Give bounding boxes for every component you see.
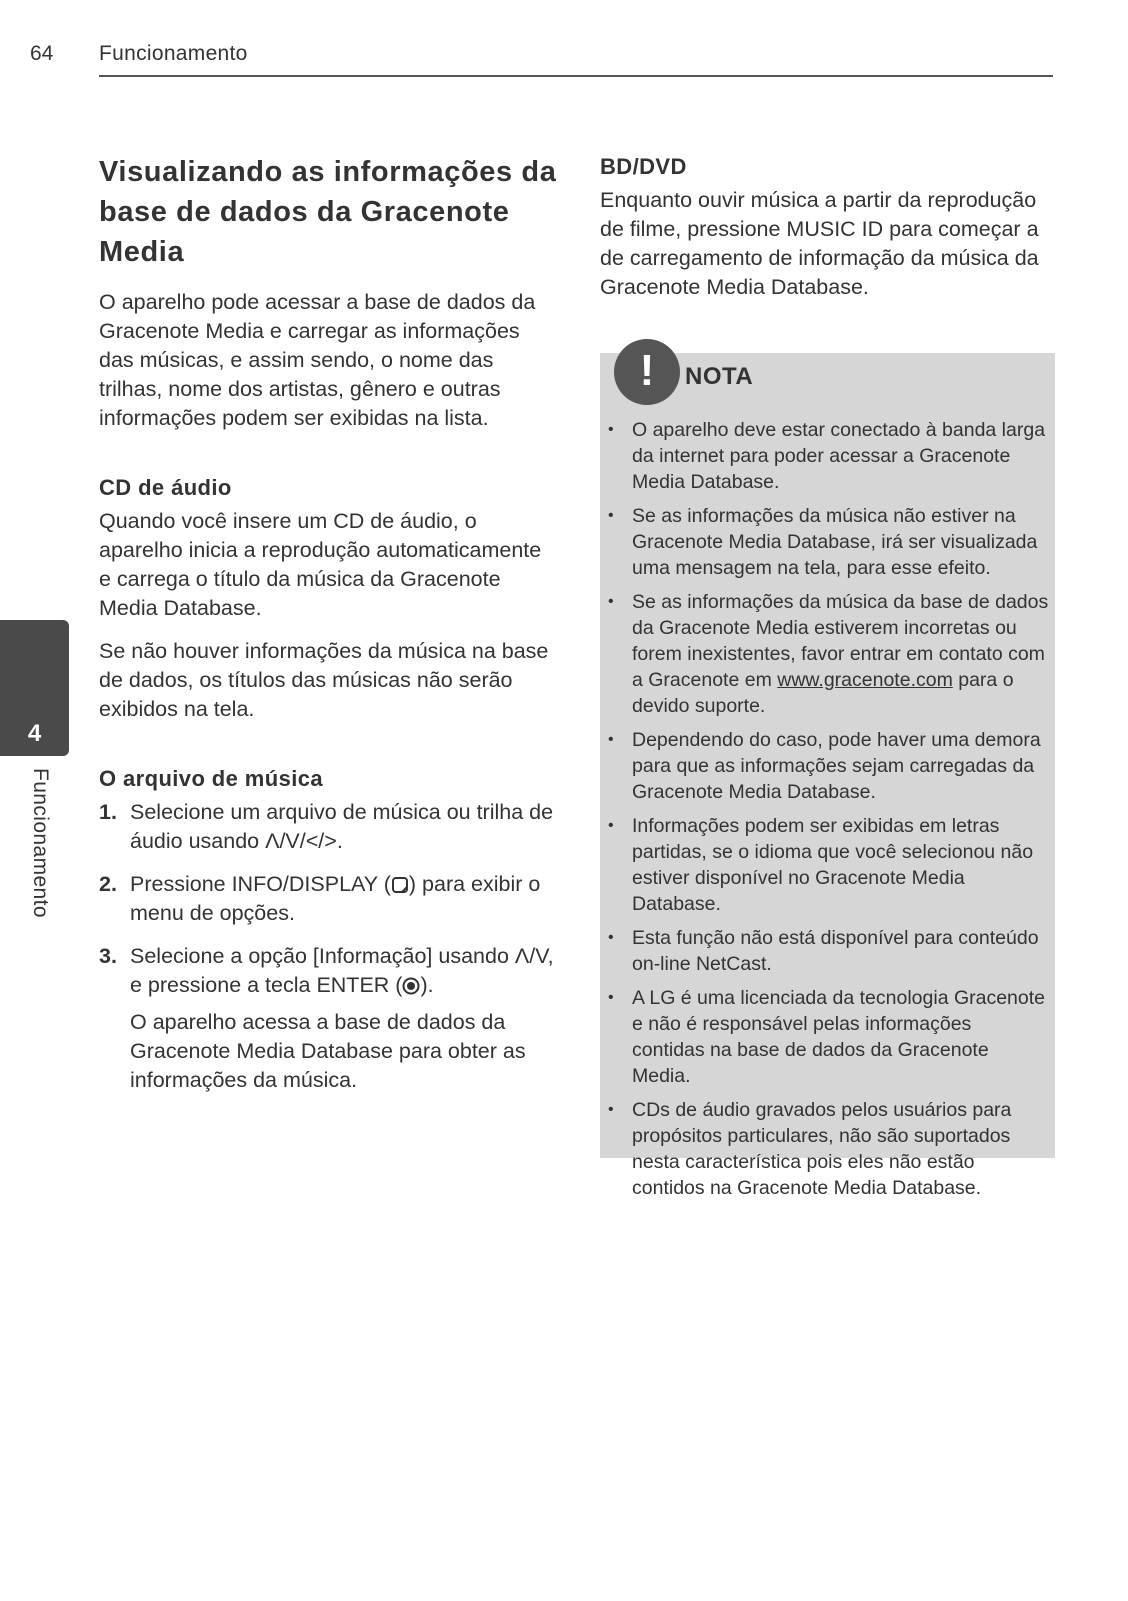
right-column: [600, 152, 1056, 302]
note-list: [600, 417, 1055, 1209]
page-number: 64: [30, 42, 54, 65]
cd-paragraph-1: Quando você insere um CD de áudio, o aparelho inicia a reprodução automaticamente e carrega o título da música da Gracenote Media Database.: [99, 509, 542, 620]
note-box: [600, 346, 1055, 1199]
step-3-detail: O aparelho acessa a base de dados da Gracenote Media Database para obter as informações da música.: [130, 1010, 526, 1092]
list-item: • Dependendo do caso, pode haver uma demora para que as informações sejam carregadas da Gracenote Media Database.: [608, 729, 1041, 803]
intro-paragraph: O aparelho pode acessar a base de dados da Gracenote Media e carregar as informações das músicas, e assim sendo, o nome das trilhas, nome dos artistas, gênero e outras informações podem ser exibidas na lista.: [99, 290, 536, 430]
list-item: • Se as informações da música da base de dados da Gracenote Media estiverem incorretas ou forem inexistentes, favor entrar em contato com a Gracenote em www.gracenote.com para o devido suporte.: [608, 591, 1049, 717]
chapter-number: 4: [27, 720, 42, 747]
left-column: [99, 152, 559, 1095]
arrow-keys: Λ/V: [514, 944, 548, 968]
header-rule: [99, 75, 1053, 77]
bullet-icon: •: [608, 817, 614, 834]
gracenote-link[interactable]: www.gracenote.com: [777, 669, 953, 691]
list-item: 2. Pressione INFO/DISPLAY ( ) para exibir o menu de opções.: [99, 872, 541, 925]
note-title: NOTA: [685, 363, 754, 390]
steps-list: [99, 798, 559, 1095]
running-header: Funcionamento: [99, 42, 248, 65]
bullet-icon: •: [608, 421, 614, 438]
bullet-icon: •: [608, 929, 614, 946]
info-display-icon: [391, 876, 409, 894]
bullet-icon: •: [608, 989, 614, 1006]
bullet-icon: •: [608, 507, 614, 524]
cd-paragraph-2: Se não houver informações da música na base de dados, os títulos das músicas não serão exibidos na tela.: [99, 639, 549, 721]
chapter-label: Funcionamento: [29, 768, 52, 918]
list-item: • O aparelho deve estar conectado à banda larga da internet para poder acessar a Gracenote Media Database.: [608, 419, 1046, 493]
bullet-icon: •: [608, 731, 614, 748]
cd-heading: CD de áudio: [99, 475, 232, 500]
music-file-heading: O arquivo de música: [99, 766, 324, 791]
list-item: • Esta função não está disponível para conteúdo on-line NetCast.: [608, 927, 1039, 975]
bullet-icon: •: [608, 1101, 614, 1118]
bd-dvd-paragraph: Enquanto ouvir música a partir da reprodução de filme, pressione MUSIC ID para começar a de carregamento de informação da música da Gracenote Media Database.: [600, 188, 1039, 299]
list-item: 3. Selecione a opção [Informação] usando Λ/V, e pressione a tecla ENTER ( ). O aparelho acessa a base de dados da Gracenote Media Database para obter as informações da música.: [99, 942, 559, 1095]
bd-dvd-heading: BD/DVD: [600, 154, 687, 179]
list-item: • CDs de áudio gravados pelos usuários para propósitos particulares, não são suportados nesta característica pois eles não estão contidos na Gracenote Media Database.: [608, 1099, 1012, 1199]
list-item: 1. Selecione um arquivo de música ou trilha de áudio usando Λ/V/</>.: [99, 800, 554, 853]
list-item: • A LG é uma licenciada da tecnologia Gracenote e não é responsável pelas informações contidas na base de dados da Gracenote Media.: [608, 987, 1046, 1087]
list-item: • Informações podem ser exibidas em letras partidas, se o idioma que você selecionou não estiver disponível no Gracenote Media Database.: [608, 815, 1034, 915]
bullet-icon: •: [608, 593, 614, 610]
chapter-tab: [0, 620, 69, 756]
arrow-keys: Λ/V/</>: [265, 829, 337, 853]
step-number: 2.: [99, 872, 117, 896]
step-number: 1.: [99, 800, 117, 824]
list-item: • Se as informações da música não estiver na Gracenote Media Database, irá ser visualizada uma mensagem na tela, para esse efeito.: [608, 505, 1038, 579]
enter-icon: [402, 977, 420, 995]
page-title: Visualizando as informações da base de dados da Gracenote Media: [99, 156, 557, 268]
step-number: 3.: [99, 944, 117, 968]
exclamation-icon: !: [614, 339, 680, 405]
